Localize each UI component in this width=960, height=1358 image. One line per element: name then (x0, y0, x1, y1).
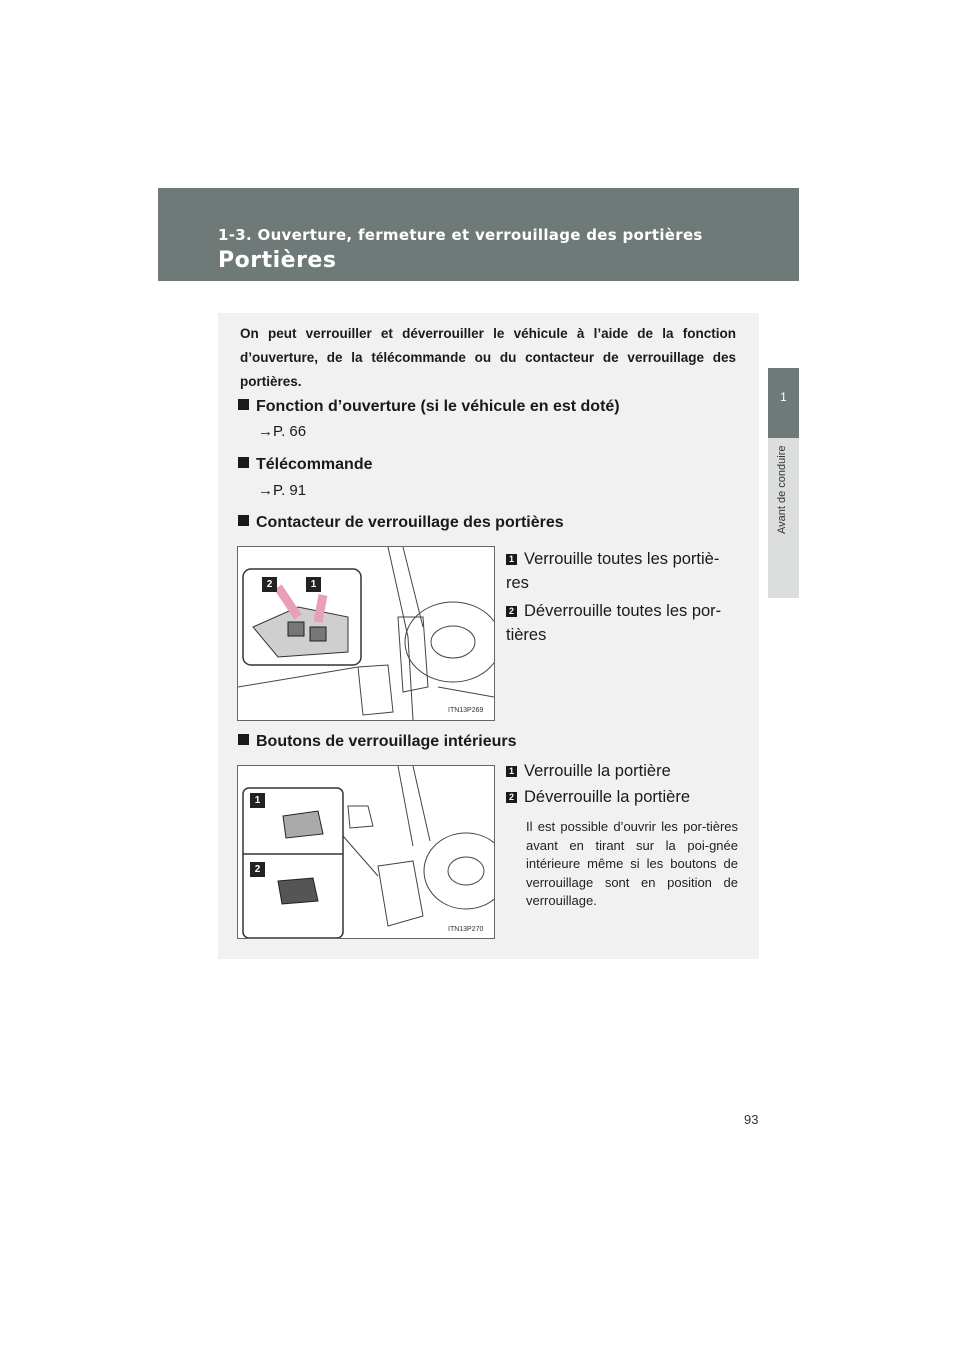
bullet-square-icon (238, 399, 249, 410)
page-title: Portières (218, 248, 337, 273)
list-item-unlock-all: 2 Déverrouille toutes les por-tières (506, 602, 722, 644)
callout-label: 1 (250, 793, 265, 808)
number-badge: 1 (506, 554, 517, 565)
side-tab-label: Avant de conduire (776, 446, 788, 535)
list-item-lock-door: 1 Verrouille la portière (506, 759, 742, 783)
list-item-lock-all: 1 Verrouille toutes les portiè-res (506, 550, 720, 592)
section-heading-inside-lock: Boutons de verrouillage intérieurs (238, 733, 517, 751)
bullet-square-icon (238, 734, 249, 745)
door-lock-switch-illustration (237, 546, 495, 721)
side-tab-number: 1 (780, 390, 787, 404)
section-heading-keyless: Fonction d’ouverture (si le véhicule en est doté) (238, 398, 620, 416)
section-label: 1-3. Ouverture, fermeture et verrouillage des portières (218, 226, 703, 244)
section-heading-lock-switch: Contacteur de verrouillage des portières (238, 514, 564, 532)
door-lock-switch-drawing (238, 547, 494, 720)
callout-label: 2 (250, 862, 265, 877)
section-heading-remote: Télécommande (238, 456, 372, 474)
number-badge: 1 (506, 766, 517, 777)
bullet-square-icon (238, 515, 249, 526)
page-reference: →P. 91 (258, 482, 307, 499)
callout-label: 1 (306, 577, 321, 592)
bullet-square-icon (238, 457, 249, 468)
intro-paragraph: On peut verrouiller et déverrouiller le véhicule à l’aide de la fonction d’ouverture, de la télécommande ou du contacteur de verrouillage des portières. (240, 326, 736, 389)
number-badge: 2 (506, 606, 517, 617)
note-paragraph: Il est possible d’ouvrir les por-tières avant en tirant sur la poi-gnée intérieure même si les boutons de verrouillage sont en position de verrouillage. (526, 819, 738, 908)
figure-code: ITN13P269 (448, 707, 484, 714)
page-reference: →P. 66 (258, 423, 307, 440)
list-item-unlock-door: 2 Déverrouille la portière (506, 785, 742, 809)
page-number: 93 (744, 1112, 759, 1127)
figure-code: ITN13P270 (448, 926, 484, 933)
number-badge: 2 (506, 792, 517, 803)
inside-lock-button-illustration (237, 765, 495, 939)
inside-lock-button-drawing (238, 766, 494, 938)
callout-label: 2 (262, 577, 277, 592)
